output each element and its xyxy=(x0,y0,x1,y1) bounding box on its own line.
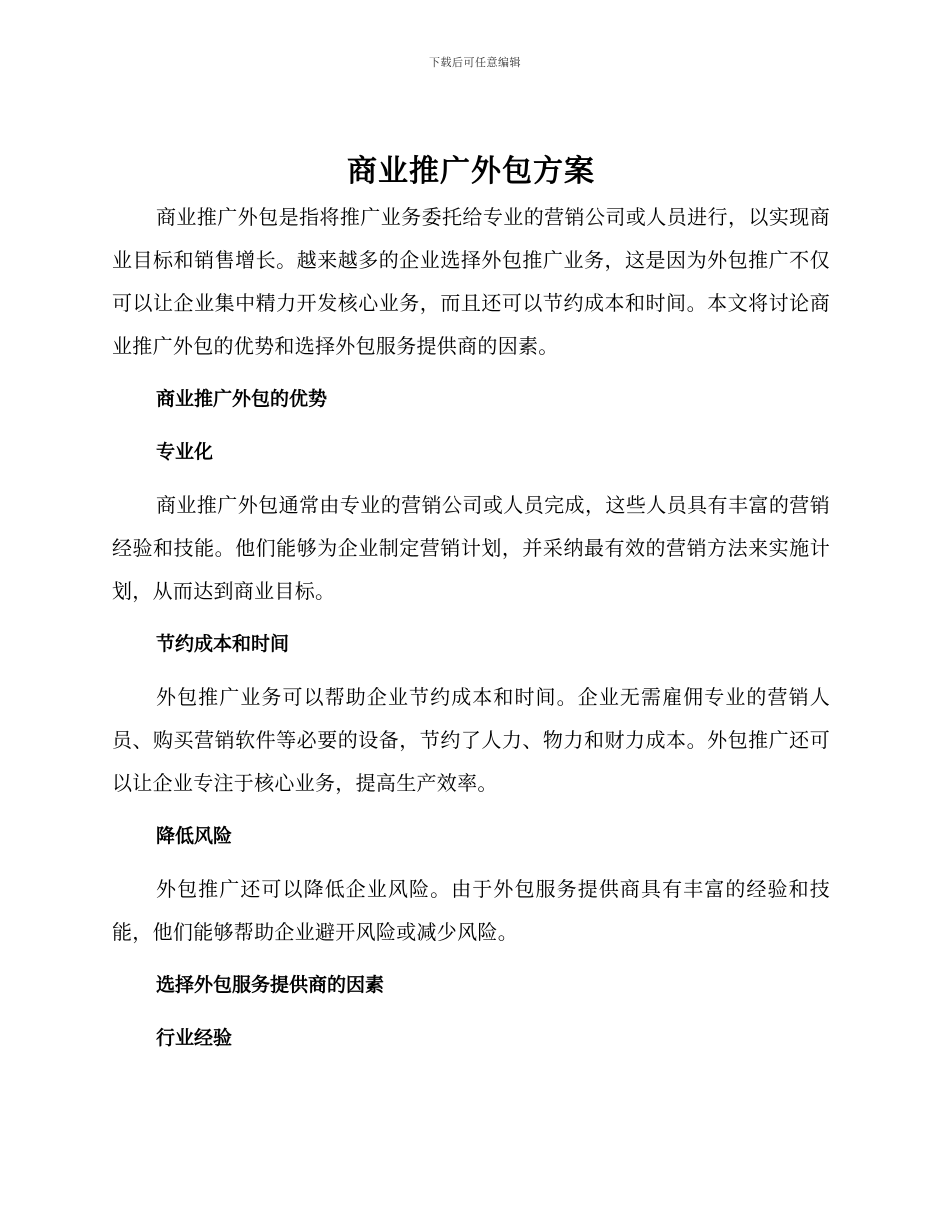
paragraph-save-cost-time: 外包推广业务可以帮助企业节约成本和时间。企业无需雇佣专业的营销人员、购买营销软件等必要的设备，节约了人力、物力和财力成本。外包推广还可以让企业专注于核心业务，提高生产效率。 xyxy=(112,685,830,795)
paragraph-reduce-risk: 外包推广还可以降低企业风险。由于外包服务提供商具有丰富的经验和技能，他们能够帮助企业避开风险或减少风险。 xyxy=(112,877,830,944)
intro-paragraph: 商业推广外包是指将推广业务委托给专业的营销公司或人员进行，以实现商业目标和销售增长。越来越多的企业选择外包推广业务，这是因为外包推广不仅可以让企业集中精力开发核心业务，而且还可以节约成本和时间。本文将讨论商业推广外包的优势和选择外包服务提供商的因素。 xyxy=(112,205,830,358)
subheading-industry-experience: 行业经验 xyxy=(156,1027,233,1049)
subheading-reduce-risk: 降低风险 xyxy=(156,825,233,847)
section-heading-provider-factors: 选择外包服务提供商的因素 xyxy=(156,974,385,996)
document-body xyxy=(112,150,830,1070)
subheading-specialization: 专业化 xyxy=(156,441,214,463)
paragraph-specialization: 商业推广外包通常由专业的营销公司或人员完成，这些人员具有丰富的营销经验和技能。他们能够为企业制定营销计划，并采纳最有效的营销方法来实施计划，从而达到商业目标。 xyxy=(112,493,830,603)
document-title: 商业推广外包方案 xyxy=(347,154,595,189)
subheading-save-cost-time: 节约成本和时间 xyxy=(156,633,290,655)
section-heading-advantages: 商业推广外包的优势 xyxy=(156,388,328,410)
header-note: 下载后可任意编辑 xyxy=(429,56,521,69)
